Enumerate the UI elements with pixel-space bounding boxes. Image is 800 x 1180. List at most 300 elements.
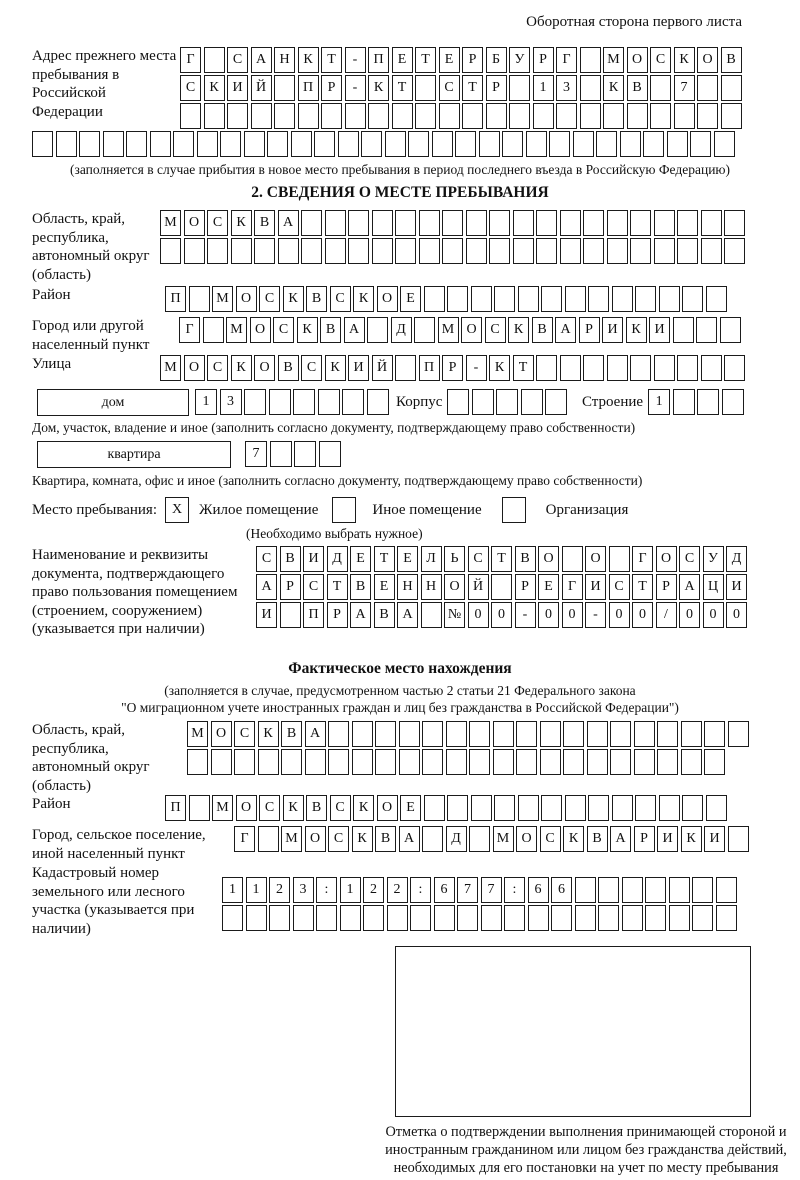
char-box[interactable] [372,210,393,236]
char-box[interactable] [580,103,601,129]
char-box[interactable]: Г [562,574,583,600]
char-box[interactable] [513,210,534,236]
char-box[interactable] [494,795,515,821]
char-box[interactable]: 3 [220,389,242,415]
char-box[interactable]: Р [327,602,348,628]
char-box[interactable] [447,286,468,312]
char-box[interactable] [654,355,675,381]
char-box[interactable] [321,103,342,129]
char-box[interactable] [479,131,500,157]
char-box[interactable] [368,103,389,129]
char-box[interactable] [674,103,695,129]
char-box[interactable] [682,286,703,312]
char-box[interactable] [231,238,252,264]
char-box[interactable] [281,749,302,775]
char-box[interactable]: К [352,826,373,852]
char-box[interactable]: П [298,75,319,101]
char-box[interactable] [352,749,373,775]
char-box[interactable]: В [532,317,553,343]
char-box[interactable] [410,905,431,931]
char-box[interactable]: 0 [468,602,489,628]
char-box[interactable]: Т [632,574,653,600]
char-box[interactable] [620,131,641,157]
char-box[interactable]: К [231,210,252,236]
char-box[interactable] [211,749,232,775]
char-box[interactable] [258,826,279,852]
char-box[interactable]: - [585,602,606,628]
char-box[interactable] [466,210,487,236]
char-box[interactable]: Й [251,75,272,101]
char-box[interactable]: В [515,546,536,572]
char-box[interactable] [612,286,633,312]
char-box[interactable] [588,286,609,312]
char-box[interactable] [301,210,322,236]
char-box[interactable]: М [160,210,181,236]
char-box[interactable] [457,905,478,931]
char-box[interactable]: В [281,721,302,747]
char-box[interactable] [536,238,557,264]
char-box[interactable]: 3 [556,75,577,101]
char-box[interactable] [573,131,594,157]
char-box[interactable] [724,238,745,264]
char-box[interactable]: А [555,317,576,343]
char-box[interactable]: Р [462,47,483,73]
char-box[interactable] [160,238,181,264]
char-box[interactable] [587,749,608,775]
char-box[interactable] [234,749,255,775]
char-box[interactable]: Т [321,47,342,73]
char-box[interactable]: К [674,47,695,73]
char-box[interactable]: О [184,355,205,381]
char-box[interactable] [575,905,596,931]
char-box[interactable]: О [250,317,271,343]
char-box[interactable] [325,238,346,264]
char-box[interactable]: С [540,826,561,852]
char-box[interactable] [669,877,690,903]
char-box[interactable] [560,238,581,264]
char-box[interactable]: П [303,602,324,628]
char-box[interactable] [682,795,703,821]
char-box[interactable] [659,286,680,312]
char-box[interactable]: М [438,317,459,343]
char-box[interactable] [180,103,201,129]
char-box[interactable]: № [444,602,465,628]
char-box[interactable] [367,389,389,415]
char-box[interactable]: 0 [538,602,559,628]
char-box[interactable] [432,131,453,157]
char-box[interactable]: Й [468,574,489,600]
char-box[interactable] [690,131,711,157]
char-box[interactable] [630,210,651,236]
char-box[interactable] [673,317,694,343]
char-box[interactable]: 2 [363,877,384,903]
char-box[interactable]: И [726,574,747,600]
stay-type-checkbox-zhiloe[interactable]: X [165,497,189,523]
char-box[interactable]: К [298,47,319,73]
char-box[interactable] [580,47,601,73]
char-box[interactable] [697,103,718,129]
char-box[interactable]: О [627,47,648,73]
char-box[interactable]: 7 [457,877,478,903]
char-box[interactable]: В [320,317,341,343]
char-box[interactable] [536,355,557,381]
char-box[interactable] [509,75,530,101]
char-box[interactable]: И [657,826,678,852]
char-box[interactable]: В [306,286,327,312]
char-box[interactable] [513,238,534,264]
char-box[interactable]: Е [350,546,371,572]
char-box[interactable] [677,238,698,264]
char-box[interactable] [422,749,443,775]
char-box[interactable]: В [587,826,608,852]
char-box[interactable] [630,238,651,264]
char-box[interactable]: Е [400,286,421,312]
char-box[interactable]: М [187,721,208,747]
char-box[interactable] [207,238,228,264]
char-box[interactable]: К [626,317,647,343]
char-box[interactable]: М [160,355,181,381]
char-box[interactable] [692,905,713,931]
char-box[interactable] [509,103,530,129]
char-box[interactable] [706,286,727,312]
char-box[interactable] [714,131,735,157]
char-box[interactable] [442,238,463,264]
char-box[interactable] [375,721,396,747]
char-box[interactable] [627,103,648,129]
char-box[interactable]: Е [392,47,413,73]
char-box[interactable] [521,389,543,415]
char-box[interactable] [446,749,467,775]
char-box[interactable] [424,795,445,821]
char-box[interactable] [471,795,492,821]
char-box[interactable] [328,749,349,775]
char-box[interactable]: А [278,210,299,236]
char-box[interactable]: Р [579,317,600,343]
char-box[interactable] [267,131,288,157]
char-box[interactable]: И [348,355,369,381]
char-box[interactable] [716,905,737,931]
char-box[interactable] [645,905,666,931]
char-box[interactable] [493,749,514,775]
char-box[interactable] [518,286,539,312]
char-box[interactable] [549,131,570,157]
char-box[interactable] [338,131,359,157]
char-box[interactable]: К [489,355,510,381]
char-box[interactable]: Д [327,546,348,572]
char-box[interactable]: : [410,877,431,903]
char-box[interactable] [650,75,671,101]
char-box[interactable]: К [353,795,374,821]
char-box[interactable] [126,131,147,157]
char-box[interactable] [607,210,628,236]
char-box[interactable] [395,355,416,381]
char-box[interactable] [319,441,341,467]
char-box[interactable]: У [509,47,530,73]
char-box[interactable]: Г [180,47,201,73]
char-box[interactable]: К [353,286,374,312]
char-box[interactable]: Е [397,546,418,572]
char-box[interactable] [298,103,319,129]
char-box[interactable] [325,210,346,236]
char-box[interactable]: : [504,877,525,903]
char-box[interactable]: О [305,826,326,852]
char-box[interactable] [446,721,467,747]
char-box[interactable] [274,75,295,101]
char-box[interactable]: Б [486,47,507,73]
char-box[interactable] [399,721,420,747]
char-box[interactable]: В [254,210,275,236]
char-box[interactable]: К [508,317,529,343]
char-box[interactable] [280,602,301,628]
char-box[interactable] [246,905,267,931]
char-box[interactable] [442,210,463,236]
char-box[interactable]: М [281,826,302,852]
char-box[interactable]: В [627,75,648,101]
char-box[interactable] [469,826,490,852]
char-box[interactable]: Е [538,574,559,600]
char-box[interactable]: 2 [269,877,290,903]
char-box[interactable]: В [374,602,395,628]
char-box[interactable]: В [350,574,371,600]
char-box[interactable] [551,905,572,931]
char-box[interactable]: С [303,574,324,600]
char-box[interactable] [706,795,727,821]
char-box[interactable]: С [227,47,248,73]
char-box[interactable] [395,238,416,264]
char-box[interactable] [278,238,299,264]
char-box[interactable]: Р [321,75,342,101]
char-box[interactable] [434,905,455,931]
char-box[interactable]: - [345,47,366,73]
char-box[interactable] [598,877,619,903]
char-box[interactable] [545,389,567,415]
char-box[interactable]: К [563,826,584,852]
char-box[interactable]: 6 [551,877,572,903]
char-box[interactable]: О [254,355,275,381]
char-box[interactable] [724,355,745,381]
char-box[interactable]: Т [374,546,395,572]
char-box[interactable] [469,749,490,775]
char-box[interactable]: С [273,317,294,343]
char-box[interactable]: С [207,355,228,381]
char-box[interactable]: В [375,826,396,852]
char-box[interactable]: И [649,317,670,343]
char-box[interactable] [269,389,291,415]
char-box[interactable] [650,103,671,129]
char-box[interactable] [419,210,440,236]
char-box[interactable] [596,131,617,157]
char-box[interactable] [716,877,737,903]
char-box[interactable]: С [207,210,228,236]
char-box[interactable]: Р [515,574,536,600]
char-box[interactable]: П [165,795,186,821]
char-box[interactable]: 7 [245,441,267,467]
char-box[interactable] [227,103,248,129]
char-box[interactable]: - [515,602,536,628]
stay-type-checkbox-org[interactable] [502,497,526,523]
char-box[interactable] [556,103,577,129]
char-box[interactable]: Д [726,546,747,572]
char-box[interactable] [293,389,315,415]
char-box[interactable] [439,103,460,129]
char-box[interactable]: И [303,546,324,572]
char-box[interactable] [415,103,436,129]
char-box[interactable]: Р [533,47,554,73]
char-box[interactable] [654,210,675,236]
char-box[interactable]: К [603,75,624,101]
char-box[interactable]: - [466,355,487,381]
char-box[interactable] [220,131,241,157]
char-box[interactable]: Р [442,355,463,381]
char-box[interactable]: С [301,355,322,381]
char-box[interactable] [293,905,314,931]
char-box[interactable]: 3 [293,877,314,903]
char-box[interactable] [422,721,443,747]
char-box[interactable] [274,103,295,129]
char-box[interactable]: О [461,317,482,343]
char-box[interactable]: О [656,546,677,572]
char-box[interactable] [385,131,406,157]
char-box[interactable]: С [259,795,280,821]
char-box[interactable] [659,795,680,821]
char-box[interactable] [462,103,483,129]
char-box[interactable]: Е [374,574,395,600]
char-box[interactable] [294,441,316,467]
char-box[interactable] [722,389,744,415]
char-box[interactable] [352,721,373,747]
char-box[interactable] [489,210,510,236]
char-box[interactable] [173,131,194,157]
char-box[interactable] [56,131,77,157]
char-box[interactable]: А [679,574,700,600]
char-box[interactable]: И [585,574,606,600]
char-box[interactable] [316,905,337,931]
char-box[interactable] [419,238,440,264]
char-box[interactable] [516,721,537,747]
char-box[interactable]: С [439,75,460,101]
char-box[interactable]: Н [421,574,442,600]
char-box[interactable] [79,131,100,157]
char-box[interactable] [496,389,518,415]
char-box[interactable]: К [231,355,252,381]
char-box[interactable] [189,795,210,821]
char-box[interactable] [598,905,619,931]
char-box[interactable] [254,238,275,264]
char-box[interactable] [634,749,655,775]
char-box[interactable] [575,877,596,903]
char-box[interactable] [367,317,388,343]
char-box[interactable]: М [212,286,233,312]
char-box[interactable]: М [603,47,624,73]
char-box[interactable]: 6 [434,877,455,903]
char-box[interactable]: П [368,47,389,73]
char-box[interactable] [657,749,678,775]
char-box[interactable] [189,286,210,312]
char-box[interactable] [560,210,581,236]
char-box[interactable] [528,905,549,931]
char-box[interactable]: С [330,795,351,821]
char-box[interactable] [340,905,361,931]
char-box[interactable] [415,75,436,101]
char-box[interactable]: 7 [674,75,695,101]
char-box[interactable] [244,389,266,415]
char-box[interactable]: И [227,75,248,101]
char-box[interactable]: К [204,75,225,101]
char-box[interactable]: А [399,826,420,852]
char-box[interactable]: 0 [632,602,653,628]
char-box[interactable] [635,795,656,821]
char-box[interactable] [491,574,512,600]
char-box[interactable]: Т [327,574,348,600]
char-box[interactable] [472,389,494,415]
char-box[interactable]: 0 [491,602,512,628]
char-box[interactable] [635,286,656,312]
char-box[interactable] [305,749,326,775]
char-box[interactable] [187,749,208,775]
char-box[interactable] [724,210,745,236]
char-box[interactable]: П [165,286,186,312]
char-box[interactable] [395,210,416,236]
char-box[interactable]: Т [462,75,483,101]
char-box[interactable] [447,389,469,415]
char-box[interactable] [103,131,124,157]
char-box[interactable] [701,210,722,236]
char-box[interactable]: К [283,795,304,821]
char-box[interactable]: 7 [481,877,502,903]
char-box[interactable] [630,355,651,381]
char-box[interactable] [677,210,698,236]
char-box[interactable]: Т [513,355,534,381]
char-box[interactable]: 0 [703,602,724,628]
char-box[interactable] [583,355,604,381]
char-box[interactable] [622,905,643,931]
char-box[interactable] [328,721,349,747]
char-box[interactable]: О [516,826,537,852]
char-box[interactable] [291,131,312,157]
char-box[interactable] [301,238,322,264]
char-box[interactable] [565,795,586,821]
char-box[interactable]: О [697,47,718,73]
char-box[interactable]: Г [632,546,653,572]
stay-type-checkbox-inoe[interactable] [332,497,356,523]
char-box[interactable]: / [656,602,677,628]
char-box[interactable] [318,389,340,415]
char-box[interactable]: С [330,286,351,312]
char-box[interactable]: Ь [444,546,465,572]
char-box[interactable] [408,131,429,157]
char-box[interactable]: Г [179,317,200,343]
char-box[interactable]: 1 [648,389,670,415]
char-box[interactable]: О [377,795,398,821]
char-box[interactable] [704,721,725,747]
char-box[interactable] [565,286,586,312]
char-box[interactable]: А [305,721,326,747]
char-box[interactable] [204,103,225,129]
char-box[interactable] [471,286,492,312]
char-box[interactable]: К [325,355,346,381]
char-box[interactable] [526,131,547,157]
char-box[interactable] [184,238,205,264]
char-box[interactable]: И [256,602,277,628]
char-box[interactable] [721,103,742,129]
char-box[interactable] [669,905,690,931]
char-box[interactable]: У [703,546,724,572]
char-box[interactable]: О [585,546,606,572]
char-box[interactable]: Г [556,47,577,73]
char-box[interactable] [610,721,631,747]
char-box[interactable] [728,721,749,747]
char-box[interactable] [518,795,539,821]
